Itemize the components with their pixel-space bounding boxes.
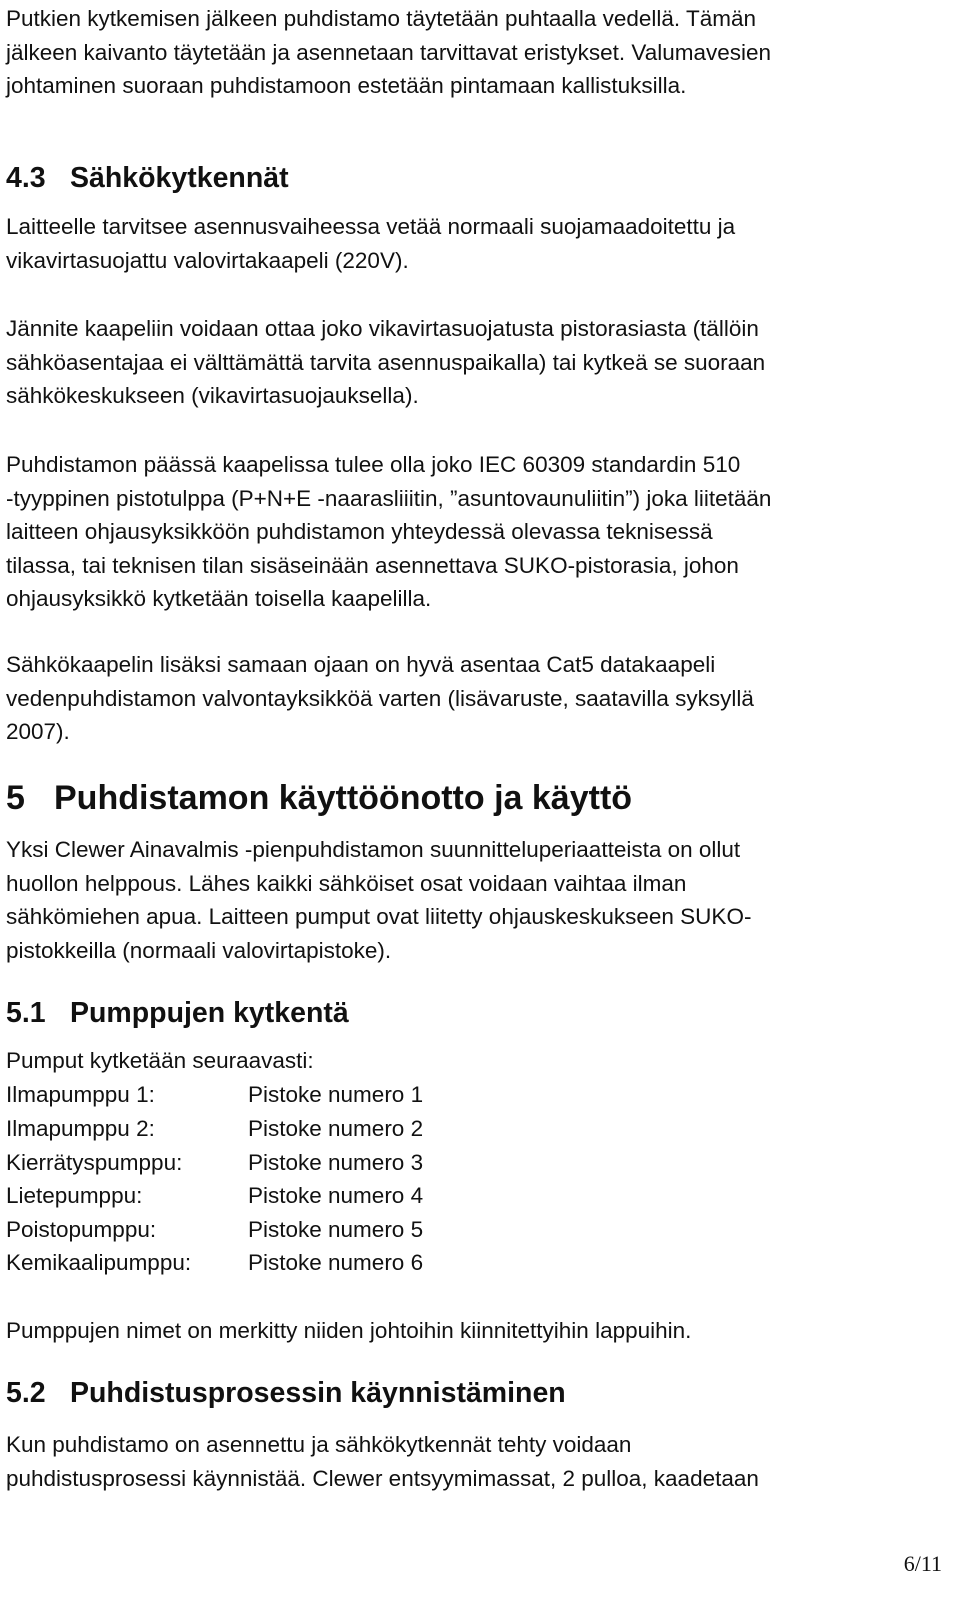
section-title: Puhdistamon käyttöönotto ja käyttö [54, 779, 633, 817]
pump-plug: Pistoke numero 5 [248, 1217, 424, 1242]
text-line: pistokkeilla (normaali valovirtapistoke). [6, 937, 392, 963]
pump-plug: Pistoke numero 4 [248, 1183, 424, 1208]
text-line: vikavirtasuojattu valovirtakaapeli (220V). [6, 247, 409, 273]
section-number: 5 [6, 779, 25, 817]
text-line: sähköasentajaa ei välttämättä tarvita asennuspaikalla) tai kytkeä se suoraan [6, 349, 766, 375]
section-number: 5.1 [6, 997, 46, 1029]
section-title: Sähkökytkennät [70, 162, 289, 194]
pump-name: Kemikaalipumppu: [6, 1250, 192, 1275]
text-line: huollon helppous. Lähes kaikki sähköiset osat voidaan vaihtaa ilman [6, 870, 687, 896]
text-line: Sähkökaapelin lisäksi samaan ojaan on hyvä asentaa Cat5 datakaapeli [6, 652, 716, 677]
section-heading-5-2 [6, 1375, 566, 1411]
text-line: Jännite kaapeliin voidaan ottaa joko vikavirtasuojatusta pistorasiasta (tällöin [6, 316, 759, 341]
text-line: tilassa, tai teknisen tilan sisäseinään asennettava SUKO-pistorasia, johon [6, 552, 739, 578]
page-number: 6/11 [903, 1551, 942, 1576]
text-line: ohjausyksikkö kytketään toisella kaapelilla. [6, 586, 432, 611]
pump-plug: Pistoke numero 1 [248, 1082, 424, 1107]
paragraph-design-principles [6, 833, 946, 967]
pump-name: Ilmapumppu 2: [6, 1116, 155, 1141]
section-title: Pumppujen kytkentä [70, 997, 349, 1029]
text-line: sähkökeskukseen (vikavirtasuojauksella). [6, 383, 419, 408]
pump-name: Poistopumppu: [6, 1217, 157, 1242]
pump-row [6, 1179, 423, 1213]
text-line: Pumput kytketään seuraavasti: [6, 1048, 314, 1073]
section-heading-4-3 [6, 160, 289, 196]
pump-row [6, 1078, 423, 1112]
pump-row [6, 1146, 423, 1180]
section-number: 5.2 [6, 1377, 46, 1409]
paragraph-pump-labels [6, 1314, 946, 1348]
text-line: puhdistusprosessi käynnistää. Clewer entsyymimassat, 2 pulloa, kaadetaan [6, 1465, 759, 1491]
pump-name: Ilmapumppu 1: [6, 1082, 155, 1107]
pump-plug: Pistoke numero 3 [248, 1150, 424, 1175]
text-line: Pumppujen nimet on merkitty niiden johtoihin kiinnitettyihin lappuihin. [6, 1318, 692, 1343]
pump-plug: Pistoke numero 6 [248, 1250, 424, 1275]
text-line: 2007). [6, 719, 70, 744]
section-number: 4.3 [6, 162, 46, 194]
paragraph-plug-standard [6, 448, 946, 616]
paragraph-pump-intro [6, 1044, 946, 1078]
text-line: jälkeen kaivanto täytetään ja asennetaan tarvittavat eristykset. Valumavesien [6, 39, 772, 65]
section-heading-5 [6, 777, 632, 819]
pump-row [6, 1112, 423, 1146]
text-line: Putkien kytkemisen jälkeen puhdistamo täytetään puhtaalla vedellä. Tämän [6, 6, 757, 31]
section-heading-5-1 [6, 995, 349, 1031]
text-line: sähkömiehen apua. Laitteen pumput ovat liitetty ohjauskeskukseen SUKO- [6, 904, 752, 929]
paragraph-cable-requirement [6, 210, 946, 277]
text-line: Laitteelle tarvitsee asennusvaiheessa vetää normaali suojamaadoitettu ja [6, 214, 736, 239]
text-line: vedenpuhdistamon valvontayksikköä varten (lisävaruste, saatavilla syksyllä [6, 685, 754, 711]
pump-plug: Pistoke numero 2 [248, 1116, 424, 1141]
pump-row [6, 1246, 423, 1280]
pump-row [6, 1213, 423, 1247]
pump-name: Lietepumppu: [6, 1183, 143, 1208]
text-line: laitteen ohjausyksikköön puhdistamon yhteydessä olevassa teknisessä [6, 519, 713, 544]
section-title: Puhdistusprosessin käynnistäminen [70, 1377, 566, 1409]
paragraph-backfill [6, 2, 946, 103]
paragraph-voltage-source [6, 312, 946, 413]
paragraph-data-cable [6, 648, 946, 749]
text-line: Yksi Clewer Ainavalmis -pienpuhdistamon suunnitteluperiaatteista on ollut [6, 837, 741, 862]
paragraph-process-start [6, 1428, 946, 1495]
text-line: Puhdistamon päässä kaapelissa tulee olla joko IEC 60309 standardin 510 [6, 452, 741, 477]
text-line: Kun puhdistamo on asennettu ja sähkökytkennät tehty voidaan [6, 1432, 632, 1457]
text-line: -tyyppinen pistotulppa (P+N+E -naarasliiitin, ”asuntovaunuliitin”) joka liitetään [6, 485, 772, 511]
pump-name: Kierrätyspumppu: [6, 1150, 183, 1175]
text-line: johtaminen suoraan puhdistamoon estetään pintamaan kallistuksilla. [6, 73, 687, 98]
